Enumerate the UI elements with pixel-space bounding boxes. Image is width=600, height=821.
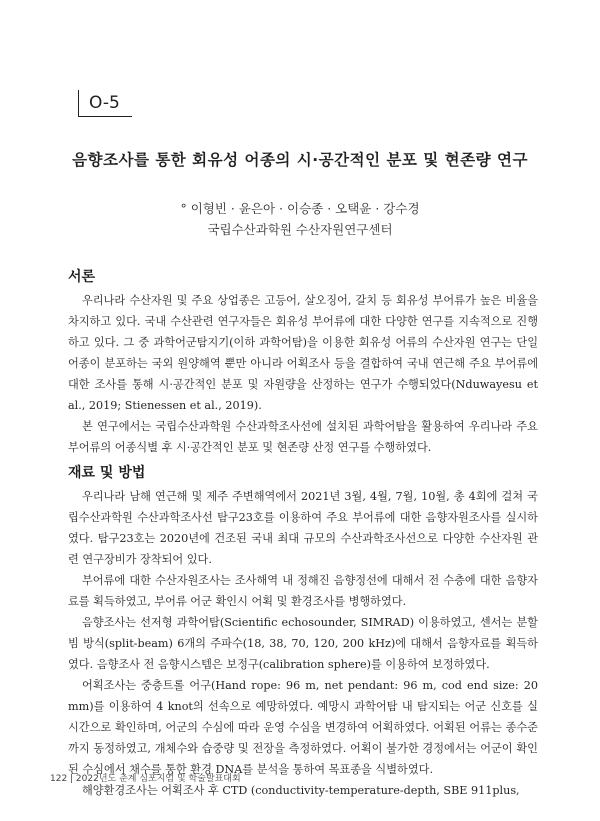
methods-paragraph-3: 음향조사는 선저형 과학어탐(Scientific echosounder, SIMRAD) 이용하였고, 센서는 분할빔 방식(split-beam) 6개의 주파수(18, 38, 70, 120, 200 kHz)에 대해서 음향자료를 획득하였다. 음향조사 전 음향시스템은 보정구(calibration sphere)를 이용하여 보정하였다. xyxy=(68,616,538,671)
intro-paragraph-2: 본 연구에서는 국립수산과학원 수산과학조사선에 설치된 과학어탐을 활용하여 우리나라 주요 부어류의 어종식별 후 시·공간적인 분포 및 현존량 산정 연구를 수행하였다. xyxy=(68,420,538,454)
session-tag-underline xyxy=(78,116,132,117)
author-list: ° 이형빈 · 윤은아 · 이승종 · 오택윤 · 강수경 xyxy=(180,201,420,216)
methods-paragraph-4: 어획조사는 중층트롤 어구(Hand rope: 96 m, net pendant: 96 m, cod end size: 20 mm)를 이용하여 4 knot의 선속으로 예망하였다. 예망시 과학어탐 내 탐지되는 어군 신호를 실시간으로 확인하며, 어군의 수심에 따라 운영 수심을 변경하여 어획하였다. 어획된 어류는 종수준까지 동정하였고, 개체수와 습중량 및 전장을 측정하였다. 어획이 불가한 경정에서는 어군이 확인된 수심에서 채수를 통한 환경 DNA를 분석을 통하여 목표종을 식별하였다. xyxy=(68,679,538,776)
section-heading-methods: 재료 및 방법 xyxy=(68,465,146,481)
section-materials-methods xyxy=(68,462,538,801)
section-heading-introduction: 서론 xyxy=(68,269,96,285)
page-footer: 122 | 2022년도 춘계 심포지엄 및 학술발표대회 xyxy=(50,774,241,784)
section-introduction xyxy=(68,266,538,458)
methods-paragraph-1: 우리나라 남해 연근해 및 제주 주변해역에서 2021년 3월, 4월, 7월, 10월, 총 4회에 걸쳐 국립수산과학원 수산과학조사선 탐구23호를 이용하여 주요 부어류에 대한 음향자원조사를 실시하였다. 탐구23호는 2020년에 건조된 국내 최대 규모의 수산과학조사선으로 다양한 수산자원 관련 연구장비가 장착되어 있다. xyxy=(68,490,538,566)
methods-paragraph-5: 해양환경조사는 어획조사 후 CTD (conductivity-temperature-depth, SBE 911plus, xyxy=(82,784,520,797)
methods-paragraph-2: 부어류에 대한 수산자원조사는 조사해역 내 정해진 음향정선에 대해서 전 수층에 대한 음향자료를 획득하였고, 부어류 어군 확인시 어획 및 환경조사를 병행하였다. xyxy=(68,574,538,608)
paper-title: 음향조사를 통한 회유성 어종의 시·공간적인 분포 및 현존량 연구 xyxy=(72,151,528,169)
affiliation: 국립수산과학원 수산자원연구센터 xyxy=(207,222,393,237)
intro-paragraph-1: 우리나라 수산자원 및 주요 상업종은 고등어, 살오징어, 갈치 등 회유성 부어류가 높은 비율을 차지하고 있다. 국내 수산관련 연구자들은 회유성 부어류에 대한 다양한 연구를 지속적으로 진행하고 있다. 그 중 과학어군탐지기(이하 과학어탐)을 이용한 회유성 어류의 수산자원 연구는 단일 어종이 분포하는 국외 원양해역 뿐만 아니라 어획조사 등을 결합하여 국내 연근해 주요 부어류에 대한 조사를 통해 시·공간적인 분포 및 자원량을 산정하는 연구가 수행되었다(Nduwayesu et al., 2019; Stienessen et al., 2019). xyxy=(68,294,538,412)
session-tag: O-5 xyxy=(78,90,133,116)
